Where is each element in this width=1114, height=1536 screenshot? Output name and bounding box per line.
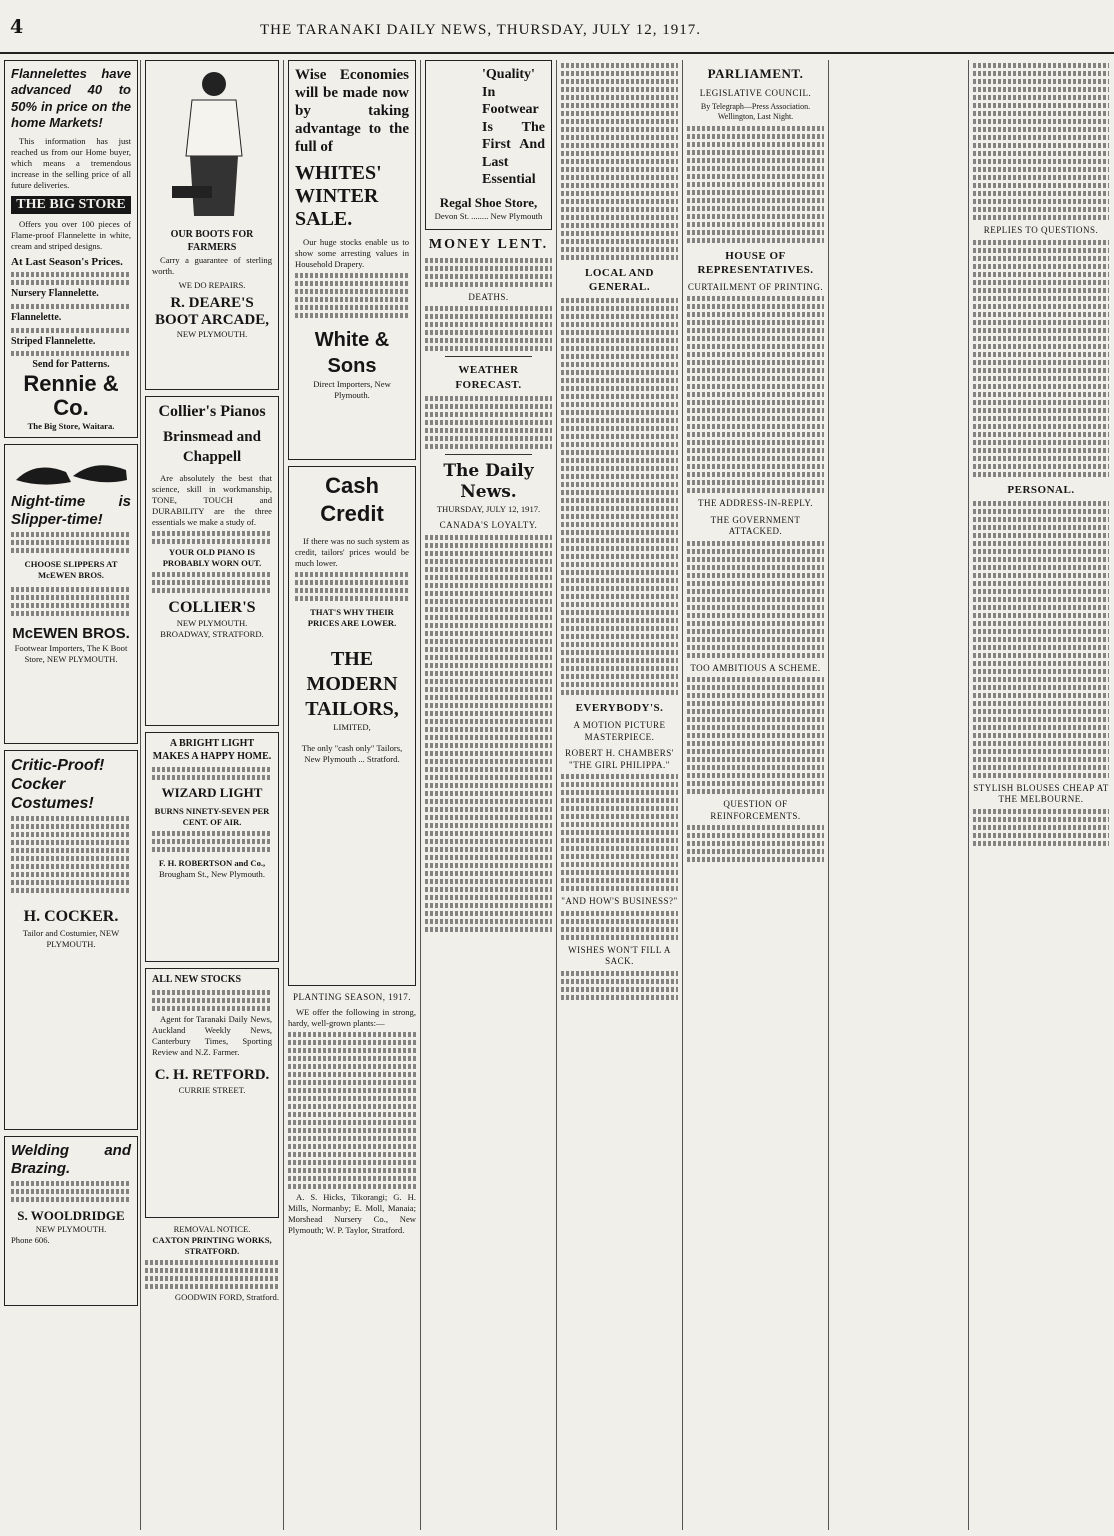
ambitious-scheme-heading: TOO AMBITIOUS A SCHEME.: [690, 662, 821, 673]
retford-sub: CURRIE STREET.: [178, 1084, 246, 1095]
government-attacked-heading: THE GOVERNMENT ATTACKED.: [710, 514, 801, 537]
deaths-heading: DEATHS.: [468, 291, 509, 302]
ads-column-1: [4, 60, 138, 1530]
robertson-sub: Brougham St., New Plymouth.: [159, 869, 265, 880]
column-rule: [828, 60, 829, 1530]
collier-name: COLLIER'S: [168, 598, 256, 616]
money-lent-heading: MONEY LENT.: [428, 237, 549, 252]
collier-body: Are absolutely the best that science, skill in workmanship, TONE, TOUCH and DURABILITY are the three essentials we make a study of.: [152, 472, 272, 527]
cocker-sub: Tailor and Costumier, NEW PLYMOUTH.: [22, 927, 120, 949]
collier-title: Collier's Pianos: [158, 403, 266, 420]
cash-only-line: The only "cash only" Tailors, New Plymouth ... Stratford.: [301, 743, 403, 765]
mcewen-sub: Footwear Importers, The K Boot Store, NEW PLYMOUTH.: [14, 642, 128, 664]
boots-title: OUR BOOTS FOR FARMERS: [170, 229, 254, 253]
column-rule: [420, 60, 421, 1530]
everybodys-heading: EVERYBODY'S.: [575, 702, 664, 715]
flannelettes-headline: Flannelettes have advanced 40 to 50% in price on the home Markets!: [11, 66, 131, 130]
nursery-heading: Nursery Flannelette.: [11, 287, 99, 299]
replies-heading: REPLIES TO QUESTIONS.: [983, 225, 1099, 235]
wooldridge-sub: NEW PLYMOUTH.: [35, 1224, 107, 1235]
slipper-sub: CHOOSE SLIPPERS AT McEWEN BROS.: [24, 558, 118, 580]
sale-body: Our huge stocks enable us to show some arresting values in Household Drapery.: [295, 237, 409, 269]
retford-name: C. H. RETFORD.: [154, 1066, 270, 1083]
removal-heading: REMOVAL NOTICE.: [173, 1224, 251, 1234]
modern-tailors-ad: [288, 466, 416, 986]
slipper-ad: [4, 444, 138, 744]
deare-sub: NEW PLYMOUTH.: [176, 329, 248, 340]
modern-tailors-name: THE MODERN TAILORS,: [305, 648, 399, 721]
blouses-heading: STYLISH BLOUSES CHEAP AT THE MELBOURNE.: [973, 782, 1109, 805]
regal-shoe-ad: [425, 60, 552, 230]
loyalty-heading: CANADA'S LOYALTY.: [439, 520, 538, 531]
cocker-name: H. COCKER.: [23, 908, 119, 926]
big-store-title: THE BIG STORE: [11, 196, 131, 214]
robertson-name: F. H. ROBERTSON and Co.,: [158, 858, 266, 869]
cash-credit-title: Cash Credit: [320, 473, 384, 527]
column-rule: [140, 60, 141, 1530]
column-6-parliament: [687, 60, 824, 1530]
paper-name: The Daily News.: [443, 460, 534, 503]
whites-sale-title: WHITES' WINTER SALE.: [295, 162, 382, 230]
caxton-heading: CAXTON PRINTING WORKS, STRATFORD.: [152, 1235, 272, 1256]
slipper-illustration: [11, 450, 131, 490]
big-store-offer: Offers you over 100 pieces of Flame-proof Flannelette in white, cream and striped designs.: [11, 218, 131, 251]
regal-name: Regal Shoe Store,: [439, 194, 538, 210]
weather-heading: WEATHER FORECAST.: [455, 364, 522, 391]
last-season-heading: At Last Season's Prices.: [11, 255, 123, 268]
wizard-name: WIZARD LIGHT: [161, 784, 263, 800]
quality-headline: 'Quality' In Footwear Is The First And Last Essential: [482, 67, 545, 187]
flannelettes-ad: [4, 60, 138, 438]
whites-sale-ad: [288, 60, 416, 460]
tailors-body: If there was no such system as credit, tailors' prices would be much lower.: [295, 536, 409, 569]
planting-body: WE offer the following in strong, hardy, well-grown plants:—: [288, 1006, 416, 1028]
rennie-sub: The Big Store, Waitara.: [27, 420, 115, 431]
dateline: By Telegraph—Press Association. Wellington, Last Night.: [700, 102, 811, 122]
mcewen-name: McEWEN BROS.: [12, 624, 130, 642]
phone-number: Phone 606.: [11, 1235, 50, 1246]
curtailment-heading: CURTAILMENT OF PRINTING.: [687, 281, 824, 292]
wizard-light-ad: [145, 732, 279, 962]
bootmaker-illustration: [152, 66, 272, 226]
flannelette-heading: Flannelette.: [11, 311, 62, 323]
striped-heading: Striped Flannelette.: [11, 335, 96, 347]
planting-heading: PLANTING SEASON, 1917.: [292, 992, 411, 1002]
regal-sub: Devon St. ........ New Plymouth: [434, 211, 543, 222]
all-new-stocks: ALL NEW STOCKS: [152, 974, 242, 985]
slipper-headline: Night-time is Slipper-time!: [11, 492, 131, 528]
chambers-heading: ROBERT H. CHAMBERS' "THE GIRL PHILIPPA.": [565, 748, 674, 770]
column-rule: [682, 60, 683, 1530]
goodwin-signature: GOODWIN FORD, Stratford.: [174, 1292, 279, 1302]
boots-body: Carry a guarantee of sterling worth.: [152, 254, 272, 276]
motion-picture-heading: A MOTION PICTURE MASTERPIECE.: [573, 720, 666, 742]
deare-boots-ad: [145, 60, 279, 390]
masthead: [0, 0, 1114, 54]
and-hows-business-heading: "AND HOW'S BUSINESS?": [561, 896, 678, 907]
wise-headline: Wise Economies will be made now by taking advantage to the full of: [295, 67, 409, 155]
agent-label: Agent for Taranaki Daily News, Auckland Weekly News, Canterbury Times, Sporting Review and N.Z. Farmer.: [152, 1013, 272, 1057]
removal-notice: [145, 1224, 279, 1303]
parliament-heading: PARLIAMENT.: [707, 66, 804, 81]
old-piano-line: YOUR OLD PIANO IS PROBABLY WORN OUT.: [162, 546, 262, 568]
critic-headline: Critic-Proof! Cocker Costumes!: [11, 756, 105, 812]
wizard-sub: BURNS NINETY-SEVEN PER CENT. OF AIR.: [154, 806, 270, 828]
wooldridge-name: S. WOOLDRIDGE: [17, 1207, 125, 1223]
wishes-heading: WISHES WON'T FILL A SACK.: [568, 944, 671, 967]
repairs-line: WE DO REPAIRS.: [178, 279, 246, 290]
reinforcements-heading: QUESTION OF REINFORCEMENTS.: [710, 799, 801, 821]
ads-column-2: [145, 60, 279, 1530]
address-in-reply-heading: THE ADDRESS-IN-REPLY.: [698, 498, 813, 509]
personal-heading: PERSONAL.: [1007, 483, 1075, 496]
masthead-title: THE TARANAKI DAILY NEWS, THURSDAY, JULY 12, 1917.: [260, 22, 702, 38]
rennie-name: Rennie & Co.: [23, 371, 119, 421]
ads-column-3: [288, 60, 416, 1530]
paper-date: THURSDAY, JULY 12, 1917.: [436, 504, 541, 515]
collier-address: NEW PLYMOUTH. BROADWAY, STRATFORD.: [160, 618, 264, 640]
tailors-tagline: THAT'S WHY THEIR PRICES ARE LOWER.: [307, 607, 397, 629]
column-rule: [283, 60, 284, 1530]
collier-ad: [145, 396, 279, 726]
legislative-council-heading: LEGISLATIVE COUNCIL.: [699, 87, 812, 98]
page-number: 4: [10, 16, 24, 38]
whites-sons-sub: Direct Importers, New Plymouth.: [313, 379, 391, 401]
whites-sons-name: White & Sons: [314, 329, 390, 377]
deare-name: R. DEARE'S BOOT ARCADE,: [155, 294, 269, 328]
local-general-heading: LOCAL AND GENERAL.: [585, 267, 654, 294]
patterns-line: Send for Patterns.: [32, 359, 110, 371]
welding-headline: Welding and Brazing.: [11, 1141, 131, 1177]
welding-ad: [4, 1136, 138, 1306]
planting-notice: [288, 992, 416, 1236]
column-4: [425, 60, 552, 1530]
modern-tailors-sub: LIMITED,: [333, 722, 371, 733]
column-7: [973, 60, 1109, 1530]
collier-brands: Brinsmead and Chappell: [163, 429, 261, 465]
light-headline: A BRIGHT LIGHT MAKES A HAPPY HOME.: [152, 738, 272, 762]
retford-ad: [145, 968, 279, 1218]
nursery-names: A. S. Hicks, Tikorangi; G. H. Mills, Normanby; E. Moll, Manaia; Morshead Nursery Co., New Plymouth; W. P. Taylor, Stratford.: [288, 1191, 416, 1235]
column-5: [561, 60, 678, 1530]
flannelettes-body: This information has just reached us from our Home buyer, which means a tremendous increase in the selling price of all future deliveries.: [11, 136, 131, 190]
column-rule: [968, 60, 969, 1530]
column-rule: [556, 60, 557, 1530]
cocker-ad: [4, 750, 138, 1130]
representatives-heading: HOUSE OF REPRESENTATIVES.: [697, 249, 814, 276]
